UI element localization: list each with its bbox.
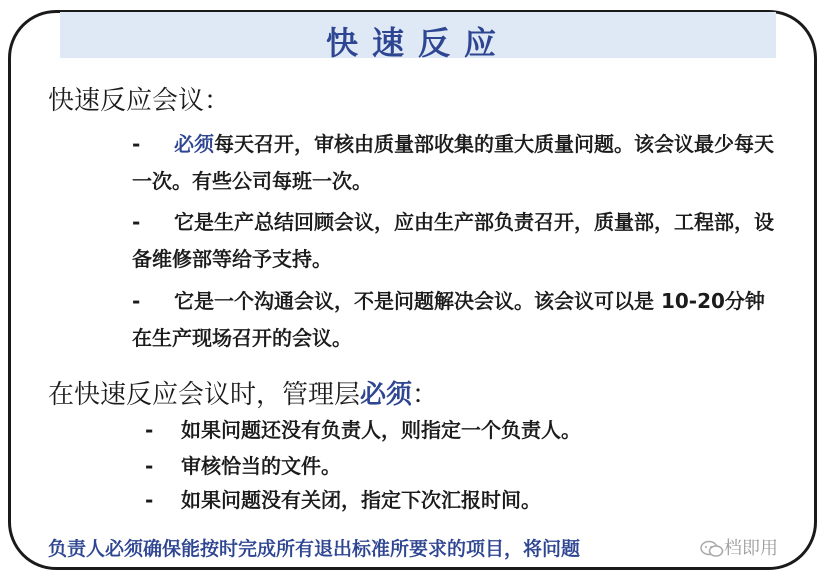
item-text: 如果问题没有关闭，指定下次汇报时间。 — [181, 488, 541, 512]
title-band — [60, 12, 776, 62]
watermark-text: 档即用 — [724, 538, 778, 559]
dash: - — [145, 454, 154, 478]
item-text: 它是生产总结回顾会议，应由生产部负责召开，质量部，工程部，设备维修部等给予支持。 — [132, 210, 774, 271]
emphasis-text: 必须 — [174, 132, 214, 156]
section1-item-3 — [132, 283, 782, 357]
heading-emphasis: 必须 — [360, 380, 413, 410]
section2-item-2 — [145, 450, 341, 479]
item-text: 如果问题还没有负责人，则指定一个负责人。 — [181, 418, 581, 442]
item-text: 它是一个沟通会议，不是问题解决会议。该会议可以是 10-20分钟在生产现场召开的会议。 — [132, 289, 765, 350]
dash: - — [132, 289, 141, 313]
dash: - — [145, 488, 154, 512]
slide-title: 快速反应 — [325, 24, 510, 62]
section1-item-2 — [132, 204, 782, 278]
item-text: 每天召开，审核由质量部收集的重大质量问题。该会议最少每天一次。有些公司每班一次。 — [132, 132, 774, 193]
section2-item-3 — [145, 484, 541, 513]
section2-heading — [48, 374, 438, 411]
dash: - — [132, 132, 141, 156]
heading-prefix: 在快速反应会议时，管理层 — [48, 380, 361, 410]
section2-item-1 — [145, 414, 581, 443]
footer-note: 负责人必须确保能按时完成所有退出标准所要求的项目，将问题 — [48, 538, 581, 560]
heading-suffix: ： — [412, 380, 439, 410]
watermark — [700, 534, 778, 560]
dash: - — [132, 210, 141, 234]
wechat-icon — [700, 540, 724, 558]
section1-heading: 快速反应会议： — [48, 86, 231, 116]
dash: - — [145, 418, 154, 442]
section1-item-1 — [132, 126, 782, 200]
item-text: 审核恰当的文件。 — [181, 454, 341, 478]
